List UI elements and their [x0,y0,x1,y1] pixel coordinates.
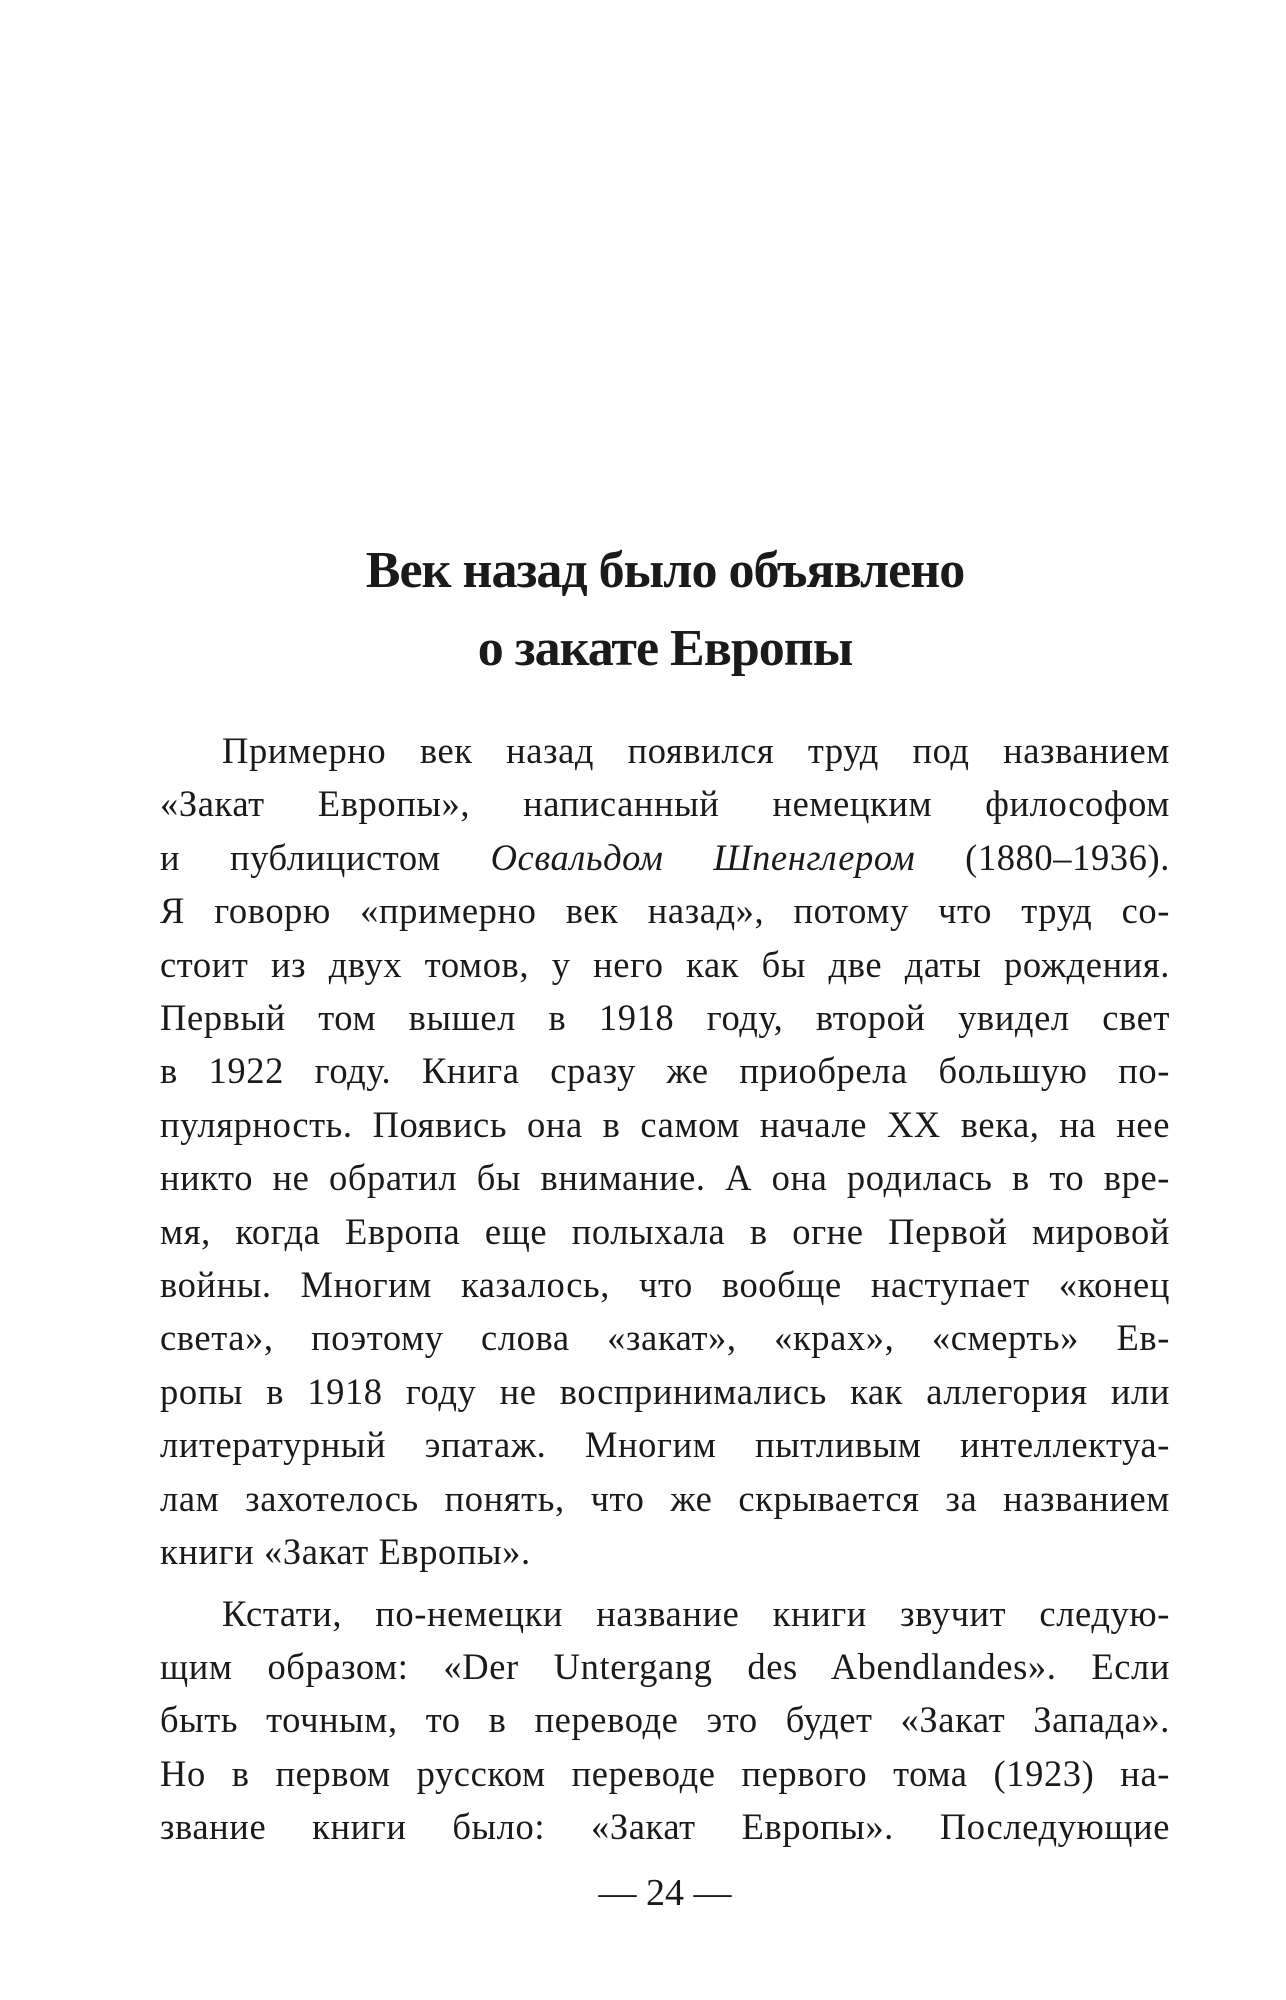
text-fragment: (1880–1936). [915,836,1170,878]
chapter-title-line-1: Век назад было объявлено [365,542,965,599]
text-line: в 1922 году. Книга сразу же приобрела большую по- [160,1050,1170,1092]
text-line: мя, когда Европа еще полыхала в огне Первой мировой [160,1210,1170,1252]
text-line: «Закат Европы», написанный немецким философом [160,783,1170,825]
book-page [160,0,1170,2000]
text-line: быть точным, то в переводе это будет «Закат Запада». [160,1699,1170,1741]
text-line: никто не обратил бы внимание. А она родилась в то вре- [160,1157,1170,1199]
text-line: Но в первом русском переводе первого тома (1923) на- [160,1752,1170,1794]
text-line: звание книги было: «Закат Европы». Последующие [160,1806,1170,1848]
text-line: Я говорю «примерно век назад», потому что труд со- [160,890,1170,932]
text-line: щим образом: «Der Untergang des Abendlandes». Если [160,1645,1170,1687]
paragraph-1 [160,724,1170,1579]
paragraph-2 [160,1587,1170,1854]
text-line: лам захотелось понять, что же скрывается за названием [160,1477,1170,1519]
chapter-title-line-2: о закате Европы [477,620,853,677]
text-fragment: и публицистом [160,836,491,878]
author-name-italic: Освальдом Шпенглером [490,836,916,878]
body-text [160,724,1170,1862]
text-line: Первый том вышел в 1918 году, второй увидел свет [160,997,1170,1039]
text-line: литературный эпатаж. Многим пытливым интеллектуа- [160,1424,1170,1466]
text-line: пулярность. Появись она в самом начале XX века, на нее [160,1103,1170,1145]
text-line [160,831,1170,884]
text-line: стоит из двух томов, у него как бы две даты рождения. [160,943,1170,985]
text-line: книги «Закат Европы». [160,1531,531,1573]
text-line: Примерно век назад появился труд под названием [222,730,1170,771]
text-line: ропы в 1918 году не воспринимались как аллегория или [160,1370,1170,1412]
chapter-title [160,532,1170,688]
text-line: света», поэтому слова «закат», «крах», «смерть» Ев- [160,1317,1170,1359]
page-number: — 24 — [598,1872,732,1914]
text-line: Кстати, по-немецки название книги звучит следую- [222,1592,1170,1634]
text-line: войны. Многим казалось, что вообще наступает «конец [160,1264,1170,1306]
